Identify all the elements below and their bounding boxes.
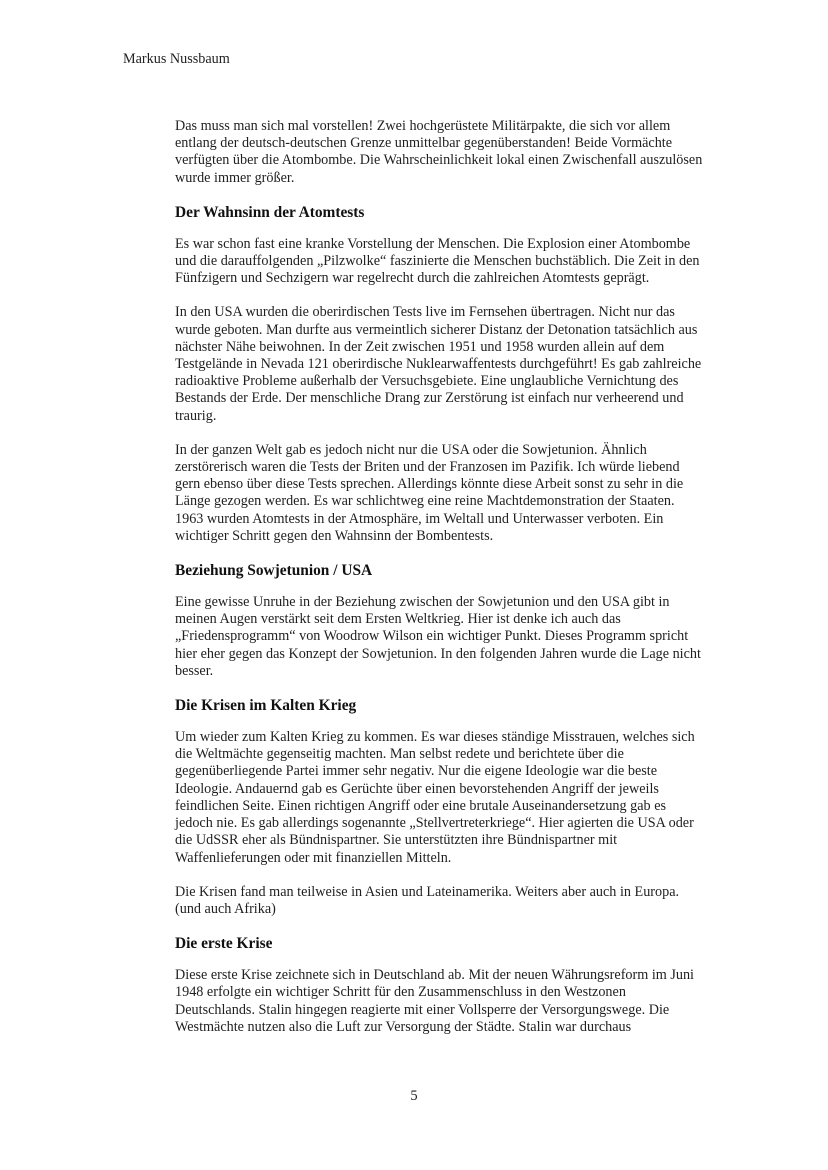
paragraph-erste-krise: Diese erste Krise zeichnete sich in Deutschland ab. Mit der neuen Währungsreform im Juni 1948 erfolgte ein wichtiger Schritt für den Zusammenschluss in den Westzonen Deutschlands. Stalin hingegen reagierte mit einer Vollsperre der Versorgungswege. Die Westmächte nutzen also die Luft zur Versorgung der Städte. Stalin war durchaus bbox=[175, 967, 694, 1035]
paragraph-beziehung: Eine gewisse Unruhe in der Beziehung zwischen der Sowjetunion und den USA gibt in meinen Augen verstärkt seit dem Ersten Weltkrieg. Hier ist denke ich auch das „Friedensprogramm“ von Woodrow Wilson ein wichtiger Punkt. Dieses Programm spricht hier eher gegen das Konzept der Sowjetunion. In den folgenden Jahren wurde die Lage nicht besser. bbox=[175, 594, 701, 679]
paragraph-krisen-2: Die Krisen fand man teilweise in Asien und Lateinamerika. Weiters aber auch in Europa. (und auch Afrika) bbox=[175, 883, 680, 917]
paragraph-atomtests-2: In den USA wurden die oberirdischen Tests live im Fernsehen übertragen. Nicht nur das wurde geboten. Man durfte aus vermeintlich sicherer Distanz der Detonation tatsächlich aus nächster Nähe beiwohnen. In der Zeit zwischen 1951 und 1958 wurden allein auf dem Testgelände in Nevada 121 oberirdische Nuklearwaffentests durchgeführt! Es gab zahlreiche radioaktive Probleme außerhalb der Versuchsgebiete. Eine unglaubliche Vernichtung des Bestands der Erde. Der menschliche Drang zur Zerstörung ist einfach nur verheerend und traurig. bbox=[175, 304, 702, 424]
paragraph-intro: Das muss man sich mal vorstellen! Zwei hochgerüstete Militärpakte, die sich vor allem entlang der deutsch-deutschen Grenze unmittelbar gegenüberstanden! Beide Vormächte verfügten über die Atombombe. Die Wahrscheinlichkeit lokal einen Zwischenfall auszulösen wurde immer größer. bbox=[175, 118, 703, 186]
paragraph-atomtests-3: In der ganzen Welt gab es jedoch nicht nur die USA oder die Sowjetunion. Ähnlich zerstörerisch waren die Tests der Briten und der Franzosen im Pazifik. Ich würde liebend gern ebenso über diese Tests sprechen. Allerdings könnte diese Arbeit sonst zu sehr in die Länge gezogen werden. Es war schlichtweg eine reine Machtdemonstration der Staaten. 1963 wurden Atomtests in der Atmosphäre, im Weltall und Unterwasser verboten. Ein wichtiger Schritt gegen den Wahnsinn der Bombentests. bbox=[175, 441, 684, 544]
running-header-author: Markus Nussbaum bbox=[123, 51, 230, 67]
heading-krisen: Die Krisen im Kalten Krieg bbox=[175, 697, 357, 715]
heading-beziehung: Beziehung Sowjetunion / USA bbox=[175, 562, 373, 580]
paragraph-atomtests-1: Es war schon fast eine kranke Vorstellung der Menschen. Die Explosion einer Atombombe und die darauffolgenden „Pilzwolke“ faszinierte die Menschen buchstäblich. Die Zeit in den Fünfzigern und Sechzigern war regelrecht durch die zahlreichen Atomtests geprägt. bbox=[175, 235, 700, 287]
paragraph-krisen-1: Um wieder zum Kalten Krieg zu kommen. Es war dieses ständige Misstrauen, welches sich die Weltmächte gegenseitig machten. Man selbst redete und berichtete über die gegenüberliegende Partei immer sehr negativ. Nur die eigene Ideologie war die beste Ideologie. Andauernd gab es Gerüchte über einen bevorstehenden Angriff der jeweils feindlichen Seite. Einen richtigen Angriff oder eine brutale Auseinandersetzung gab es jedoch nie. Es gab allerdings sogenannte „Stellvertreterkriege“. Hier agierten die USA oder die UdSSR eher als Bündnispartner. Sie unterstützten ihre Bündnispartner mit Waffenlieferungen oder mit finanziellen Mitteln. bbox=[175, 729, 695, 866]
heading-erste-krise: Die erste Krise bbox=[175, 935, 273, 953]
page-body bbox=[175, 118, 705, 1036]
heading-atomtests: Der Wahnsinn der Atomtests bbox=[175, 203, 365, 221]
page-number: 5 bbox=[410, 1088, 418, 1104]
